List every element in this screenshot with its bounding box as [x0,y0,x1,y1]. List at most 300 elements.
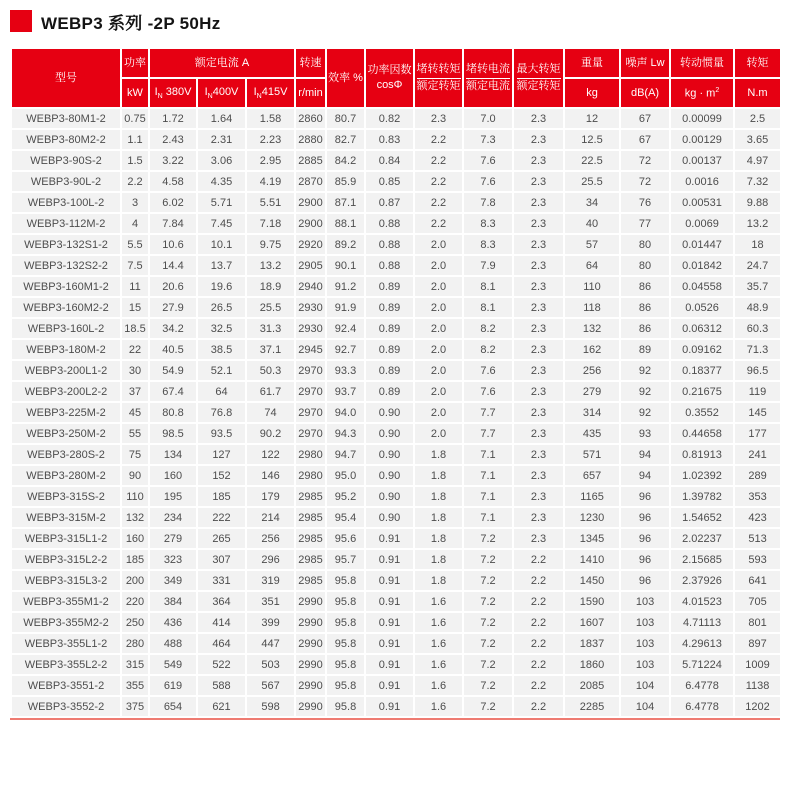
model-cell: WEBP3-80M2-2 [11,129,121,150]
value-cell: 26.5 [197,297,246,318]
value-cell: 145 [734,402,781,423]
value-cell: 0.89 [365,297,414,318]
value-cell: 7.2 [463,612,513,633]
value-cell: 27.9 [149,297,197,318]
value-cell: 2.3 [513,339,564,360]
value-cell: 1.8 [414,486,463,507]
value-cell: 5.71 [197,192,246,213]
value-cell: 2.3 [513,465,564,486]
value-cell: 96 [620,486,670,507]
value-cell: 8.3 [463,213,513,234]
model-cell: WEBP3-355L1-2 [11,633,121,654]
table-row [11,213,781,234]
value-cell: 4.35 [197,171,246,192]
value-cell: 94.7 [326,444,365,465]
value-cell: 1.6 [414,675,463,696]
value-cell: 94 [620,444,670,465]
value-cell: 222 [197,507,246,528]
value-cell: 1.39782 [670,486,734,507]
value-cell: 103 [620,591,670,612]
value-cell: 5.51 [246,192,295,213]
value-cell: 2085 [564,675,620,696]
value-cell: 0.82 [365,108,414,129]
value-cell: 0.00531 [670,192,734,213]
value-cell: 8.1 [463,276,513,297]
value-cell: 2.3 [513,360,564,381]
value-cell: 2.2 [513,612,564,633]
value-cell: 72 [620,150,670,171]
value-cell: 2.0 [414,297,463,318]
value-cell: 7.2 [463,633,513,654]
table-row [11,549,781,570]
value-cell: 19.6 [197,276,246,297]
unit-current-380: $I_N$ 380V [149,78,197,108]
value-cell: 152 [197,465,246,486]
value-cell: 94.3 [326,423,365,444]
value-cell: 2.3 [513,129,564,150]
value-cell: 1.02392 [670,465,734,486]
value-cell: 9.75 [246,234,295,255]
value-cell: 60.3 [734,318,781,339]
value-cell: 571 [564,444,620,465]
model-cell: WEBP3-315M-2 [11,507,121,528]
table-row [11,276,781,297]
page-title-row [10,9,790,33]
value-cell: 34.2 [149,318,197,339]
value-cell: 2.15685 [670,549,734,570]
value-cell: 2.3 [513,297,564,318]
col-header-model: 型号 [11,48,121,108]
value-cell: 13.2 [246,255,295,276]
table-row [11,444,781,465]
value-cell: 7.2 [463,591,513,612]
value-cell: 75 [121,444,149,465]
value-cell: 2.3 [513,255,564,276]
col-header-rated-current-group: 额定电流 A [149,48,295,78]
value-cell: 349 [149,570,197,591]
value-cell: 7.6 [463,171,513,192]
value-cell: 31.3 [246,318,295,339]
unit-weight: kg [564,78,620,108]
value-cell: 160 [149,465,197,486]
value-cell: 0.01842 [670,255,734,276]
value-cell: 95.8 [326,696,365,717]
value-cell: 93 [620,423,670,444]
value-cell: 280 [121,633,149,654]
value-cell: 18.5 [121,318,149,339]
value-cell: 84.2 [326,150,365,171]
value-cell: 0.89 [365,360,414,381]
value-cell: 2.2 [513,696,564,717]
value-cell: 3.06 [197,150,246,171]
unit-torque: N.m [734,78,781,108]
value-cell: 2.3 [513,423,564,444]
value-cell: 0.0016 [670,171,734,192]
value-cell: 2.0 [414,381,463,402]
value-cell: 0.91 [365,591,414,612]
value-cell: 2920 [295,234,326,255]
page-title: WEBP3 系列 -2P 50Hz [41,13,221,33]
value-cell: 2.3 [414,108,463,129]
value-cell: 87.1 [326,192,365,213]
value-cell: 95.8 [326,591,365,612]
table-row [11,339,781,360]
table-row [11,633,781,654]
model-cell: WEBP3-355M2-2 [11,612,121,633]
value-cell: 7.9 [463,255,513,276]
model-cell: WEBP3-160M2-2 [11,297,121,318]
value-cell: 2970 [295,402,326,423]
value-cell: 2900 [295,213,326,234]
value-cell: 82.7 [326,129,365,150]
value-cell: 353 [734,486,781,507]
value-cell: 375 [121,696,149,717]
value-cell: 2990 [295,591,326,612]
value-cell: 7.7 [463,402,513,423]
value-cell: 7.32 [734,171,781,192]
table-row [11,402,781,423]
value-cell: 5.71224 [670,654,734,675]
value-cell: 7.8 [463,192,513,213]
value-cell: 2.2 [121,171,149,192]
value-cell: 2.2 [414,213,463,234]
col-header-speed: 转速 [295,48,326,78]
model-cell: WEBP3-90L-2 [11,171,121,192]
value-cell: 0.84 [365,150,414,171]
value-cell: 90.2 [246,423,295,444]
value-cell: 2.5 [734,108,781,129]
value-cell: 2.2 [414,171,463,192]
value-cell: 2860 [295,108,326,129]
value-cell: 2930 [295,318,326,339]
value-cell: 18 [734,234,781,255]
value-cell: 86 [620,297,670,318]
value-cell: 2.02237 [670,528,734,549]
value-cell: 315 [121,654,149,675]
value-cell: 2.3 [513,108,564,129]
unit-inertia: kg · $m^2$ [670,78,734,108]
model-cell: WEBP3-3552-2 [11,696,121,717]
table-row [11,591,781,612]
value-cell: 22 [121,339,149,360]
table-row [11,696,781,717]
value-cell: 2.2 [513,549,564,570]
value-cell: 0.09162 [670,339,734,360]
value-cell: 3 [121,192,149,213]
value-cell: 296 [246,549,295,570]
value-cell: 95.4 [326,507,365,528]
value-cell: 2.3 [513,486,564,507]
value-cell: 2870 [295,171,326,192]
value-cell: 2985 [295,528,326,549]
model-cell: WEBP3-315L2-2 [11,549,121,570]
col-header-efficiency: 效率 % [326,48,365,108]
value-cell: 1.6 [414,696,463,717]
value-cell: 2.3 [513,507,564,528]
value-cell: 1345 [564,528,620,549]
spec-table-container [10,47,780,720]
value-cell: 91.2 [326,276,365,297]
value-cell: 654 [149,696,197,717]
value-cell: 37 [121,381,149,402]
value-cell: 40 [564,213,620,234]
value-cell: 1.8 [414,528,463,549]
value-cell: 32.5 [197,318,246,339]
value-cell: 1.6 [414,654,463,675]
value-cell: 2285 [564,696,620,717]
value-cell: 0.90 [365,465,414,486]
value-cell: 92 [620,360,670,381]
model-cell: WEBP3-280M-2 [11,465,121,486]
value-cell: 52.1 [197,360,246,381]
value-cell: 2.3 [513,150,564,171]
value-cell: 20.6 [149,276,197,297]
value-cell: 14.4 [149,255,197,276]
value-cell: 2990 [295,633,326,654]
value-cell: 2.2 [513,675,564,696]
value-cell: 2985 [295,570,326,591]
value-cell: 132 [121,507,149,528]
value-cell: 2.3 [513,234,564,255]
value-cell: 1837 [564,633,620,654]
value-cell: 8.2 [463,339,513,360]
value-cell: 118 [564,297,620,318]
value-cell: 0.90 [365,486,414,507]
value-cell: 6.4778 [670,696,734,717]
value-cell: 67.4 [149,381,197,402]
value-cell: 567 [246,675,295,696]
value-cell: 179 [246,486,295,507]
value-cell: 1.54652 [670,507,734,528]
value-cell: 241 [734,444,781,465]
value-cell: 93.5 [197,423,246,444]
value-cell: 7.3 [463,129,513,150]
value-cell: 265 [197,528,246,549]
value-cell: 132 [564,318,620,339]
value-cell: 0.06312 [670,318,734,339]
value-cell: 80 [620,234,670,255]
value-cell: 4.71113 [670,612,734,633]
value-cell: 2.3 [513,171,564,192]
value-cell: 86 [620,318,670,339]
table-row [11,255,781,276]
value-cell: 12.5 [564,129,620,150]
model-cell: WEBP3-112M-2 [11,213,121,234]
value-cell: 40.5 [149,339,197,360]
spec-table [10,47,782,718]
value-cell: 0.85 [365,171,414,192]
value-cell: 2.0 [414,276,463,297]
model-cell: WEBP3-132S1-2 [11,234,121,255]
value-cell: 2.0 [414,360,463,381]
value-cell: 76.8 [197,402,246,423]
value-cell: 2.3 [513,213,564,234]
value-cell: 2.0 [414,423,463,444]
value-cell: 92 [620,381,670,402]
value-cell: 0.18377 [670,360,734,381]
value-cell: 2.2 [513,633,564,654]
value-cell: 7.6 [463,150,513,171]
value-cell: 1.58 [246,108,295,129]
value-cell: 1.6 [414,591,463,612]
value-cell: 104 [620,675,670,696]
value-cell: 103 [620,654,670,675]
value-cell: 0.91 [365,549,414,570]
value-cell: 85.9 [326,171,365,192]
value-cell: 95.8 [326,654,365,675]
value-cell: 657 [564,465,620,486]
value-cell: 104 [620,696,670,717]
model-cell: WEBP3-200L2-2 [11,381,121,402]
value-cell: 214 [246,507,295,528]
value-cell: 2.0 [414,339,463,360]
value-cell: 2970 [295,423,326,444]
value-cell: 25.5 [564,171,620,192]
value-cell: 127 [197,444,246,465]
col-header-locked-current-ratio: 堵转电流 额定电流 [463,48,513,108]
table-row [11,381,781,402]
value-cell: 2940 [295,276,326,297]
value-cell: 7.2 [463,675,513,696]
value-cell: 593 [734,549,781,570]
value-cell: 1.72 [149,108,197,129]
value-cell: 1.64 [197,108,246,129]
value-cell: 10.6 [149,234,197,255]
model-cell: WEBP3-315S-2 [11,486,121,507]
value-cell: 110 [121,486,149,507]
value-cell: 34 [564,192,620,213]
value-cell: 95.2 [326,486,365,507]
value-cell: 0.91 [365,612,414,633]
value-cell: 61.7 [246,381,295,402]
value-cell: 119 [734,381,781,402]
value-cell: 399 [246,612,295,633]
value-cell: 351 [246,591,295,612]
value-cell: 0.89 [365,276,414,297]
value-cell: 307 [197,549,246,570]
value-cell: 1230 [564,507,620,528]
value-cell: 0.04558 [670,276,734,297]
value-cell: 7.2 [463,549,513,570]
value-cell: 8.2 [463,318,513,339]
value-cell: 177 [734,423,781,444]
model-cell: WEBP3-100L-2 [11,192,121,213]
value-cell: 384 [149,591,197,612]
value-cell: 4.19 [246,171,295,192]
value-cell: 7.0 [463,108,513,129]
value-cell: 522 [197,654,246,675]
value-cell: 0.89 [365,339,414,360]
value-cell: 6.4778 [670,675,734,696]
model-cell: WEBP3-3551-2 [11,675,121,696]
value-cell: 2985 [295,507,326,528]
value-cell: 2990 [295,612,326,633]
value-cell: 323 [149,549,197,570]
value-cell: 2.2 [513,591,564,612]
value-cell: 7.1 [463,444,513,465]
model-cell: WEBP3-355M1-2 [11,591,121,612]
value-cell: 88.1 [326,213,365,234]
value-cell: 25.5 [246,297,295,318]
value-cell: 2970 [295,360,326,381]
value-cell: 2.0 [414,318,463,339]
value-cell: 77 [620,213,670,234]
value-cell: 22.5 [564,150,620,171]
value-cell: 94 [620,465,670,486]
value-cell: 2.2 [414,150,463,171]
model-cell: WEBP3-132S2-2 [11,255,121,276]
value-cell: 0.88 [365,234,414,255]
value-cell: 4.58 [149,171,197,192]
table-row [11,675,781,696]
value-cell: 7.6 [463,360,513,381]
value-cell: 95.8 [326,570,365,591]
value-cell: 64 [197,381,246,402]
col-header-locked-torque-ratio: 堵转转矩 额定转矩 [414,48,463,108]
value-cell: 7.7 [463,423,513,444]
value-cell: 2885 [295,150,326,171]
unit-current-415: $I_N415V$ [246,78,295,108]
value-cell: 7.6 [463,381,513,402]
value-cell: 0.44658 [670,423,734,444]
value-cell: 8.3 [463,234,513,255]
value-cell: 10.1 [197,234,246,255]
table-row [11,150,781,171]
value-cell: 641 [734,570,781,591]
model-cell: WEBP3-180M-2 [11,339,121,360]
value-cell: 54.9 [149,360,197,381]
value-cell: 279 [149,528,197,549]
value-cell: 95.0 [326,465,365,486]
value-cell: 86 [620,276,670,297]
value-cell: 98.5 [149,423,197,444]
value-cell: 414 [197,612,246,633]
value-cell: 24.7 [734,255,781,276]
value-cell: 67 [620,129,670,150]
value-cell: 588 [197,675,246,696]
table-row [11,507,781,528]
value-cell: 4.01523 [670,591,734,612]
value-cell: 92.4 [326,318,365,339]
value-cell: 7.2 [463,654,513,675]
col-header-inertia: 转动惯量 [670,48,734,78]
value-cell: 96 [620,528,670,549]
value-cell: 160 [121,528,149,549]
value-cell: 250 [121,612,149,633]
model-cell: WEBP3-80M1-2 [11,108,121,129]
value-cell: 7.18 [246,213,295,234]
value-cell: 134 [149,444,197,465]
value-cell: 331 [197,570,246,591]
value-cell: 256 [246,528,295,549]
value-cell: 35.7 [734,276,781,297]
title-accent-square-icon [10,10,32,32]
value-cell: 2.23 [246,129,295,150]
value-cell: 4.29613 [670,633,734,654]
table-row [11,528,781,549]
value-cell: 122 [246,444,295,465]
value-cell: 1.8 [414,465,463,486]
value-cell: 314 [564,402,620,423]
value-cell: 0.3552 [670,402,734,423]
value-cell: 95.7 [326,549,365,570]
value-cell: 0.00099 [670,108,734,129]
value-cell: 619 [149,675,197,696]
value-cell: 2930 [295,297,326,318]
value-cell: 279 [564,381,620,402]
value-cell: 96 [620,507,670,528]
value-cell: 2900 [295,192,326,213]
